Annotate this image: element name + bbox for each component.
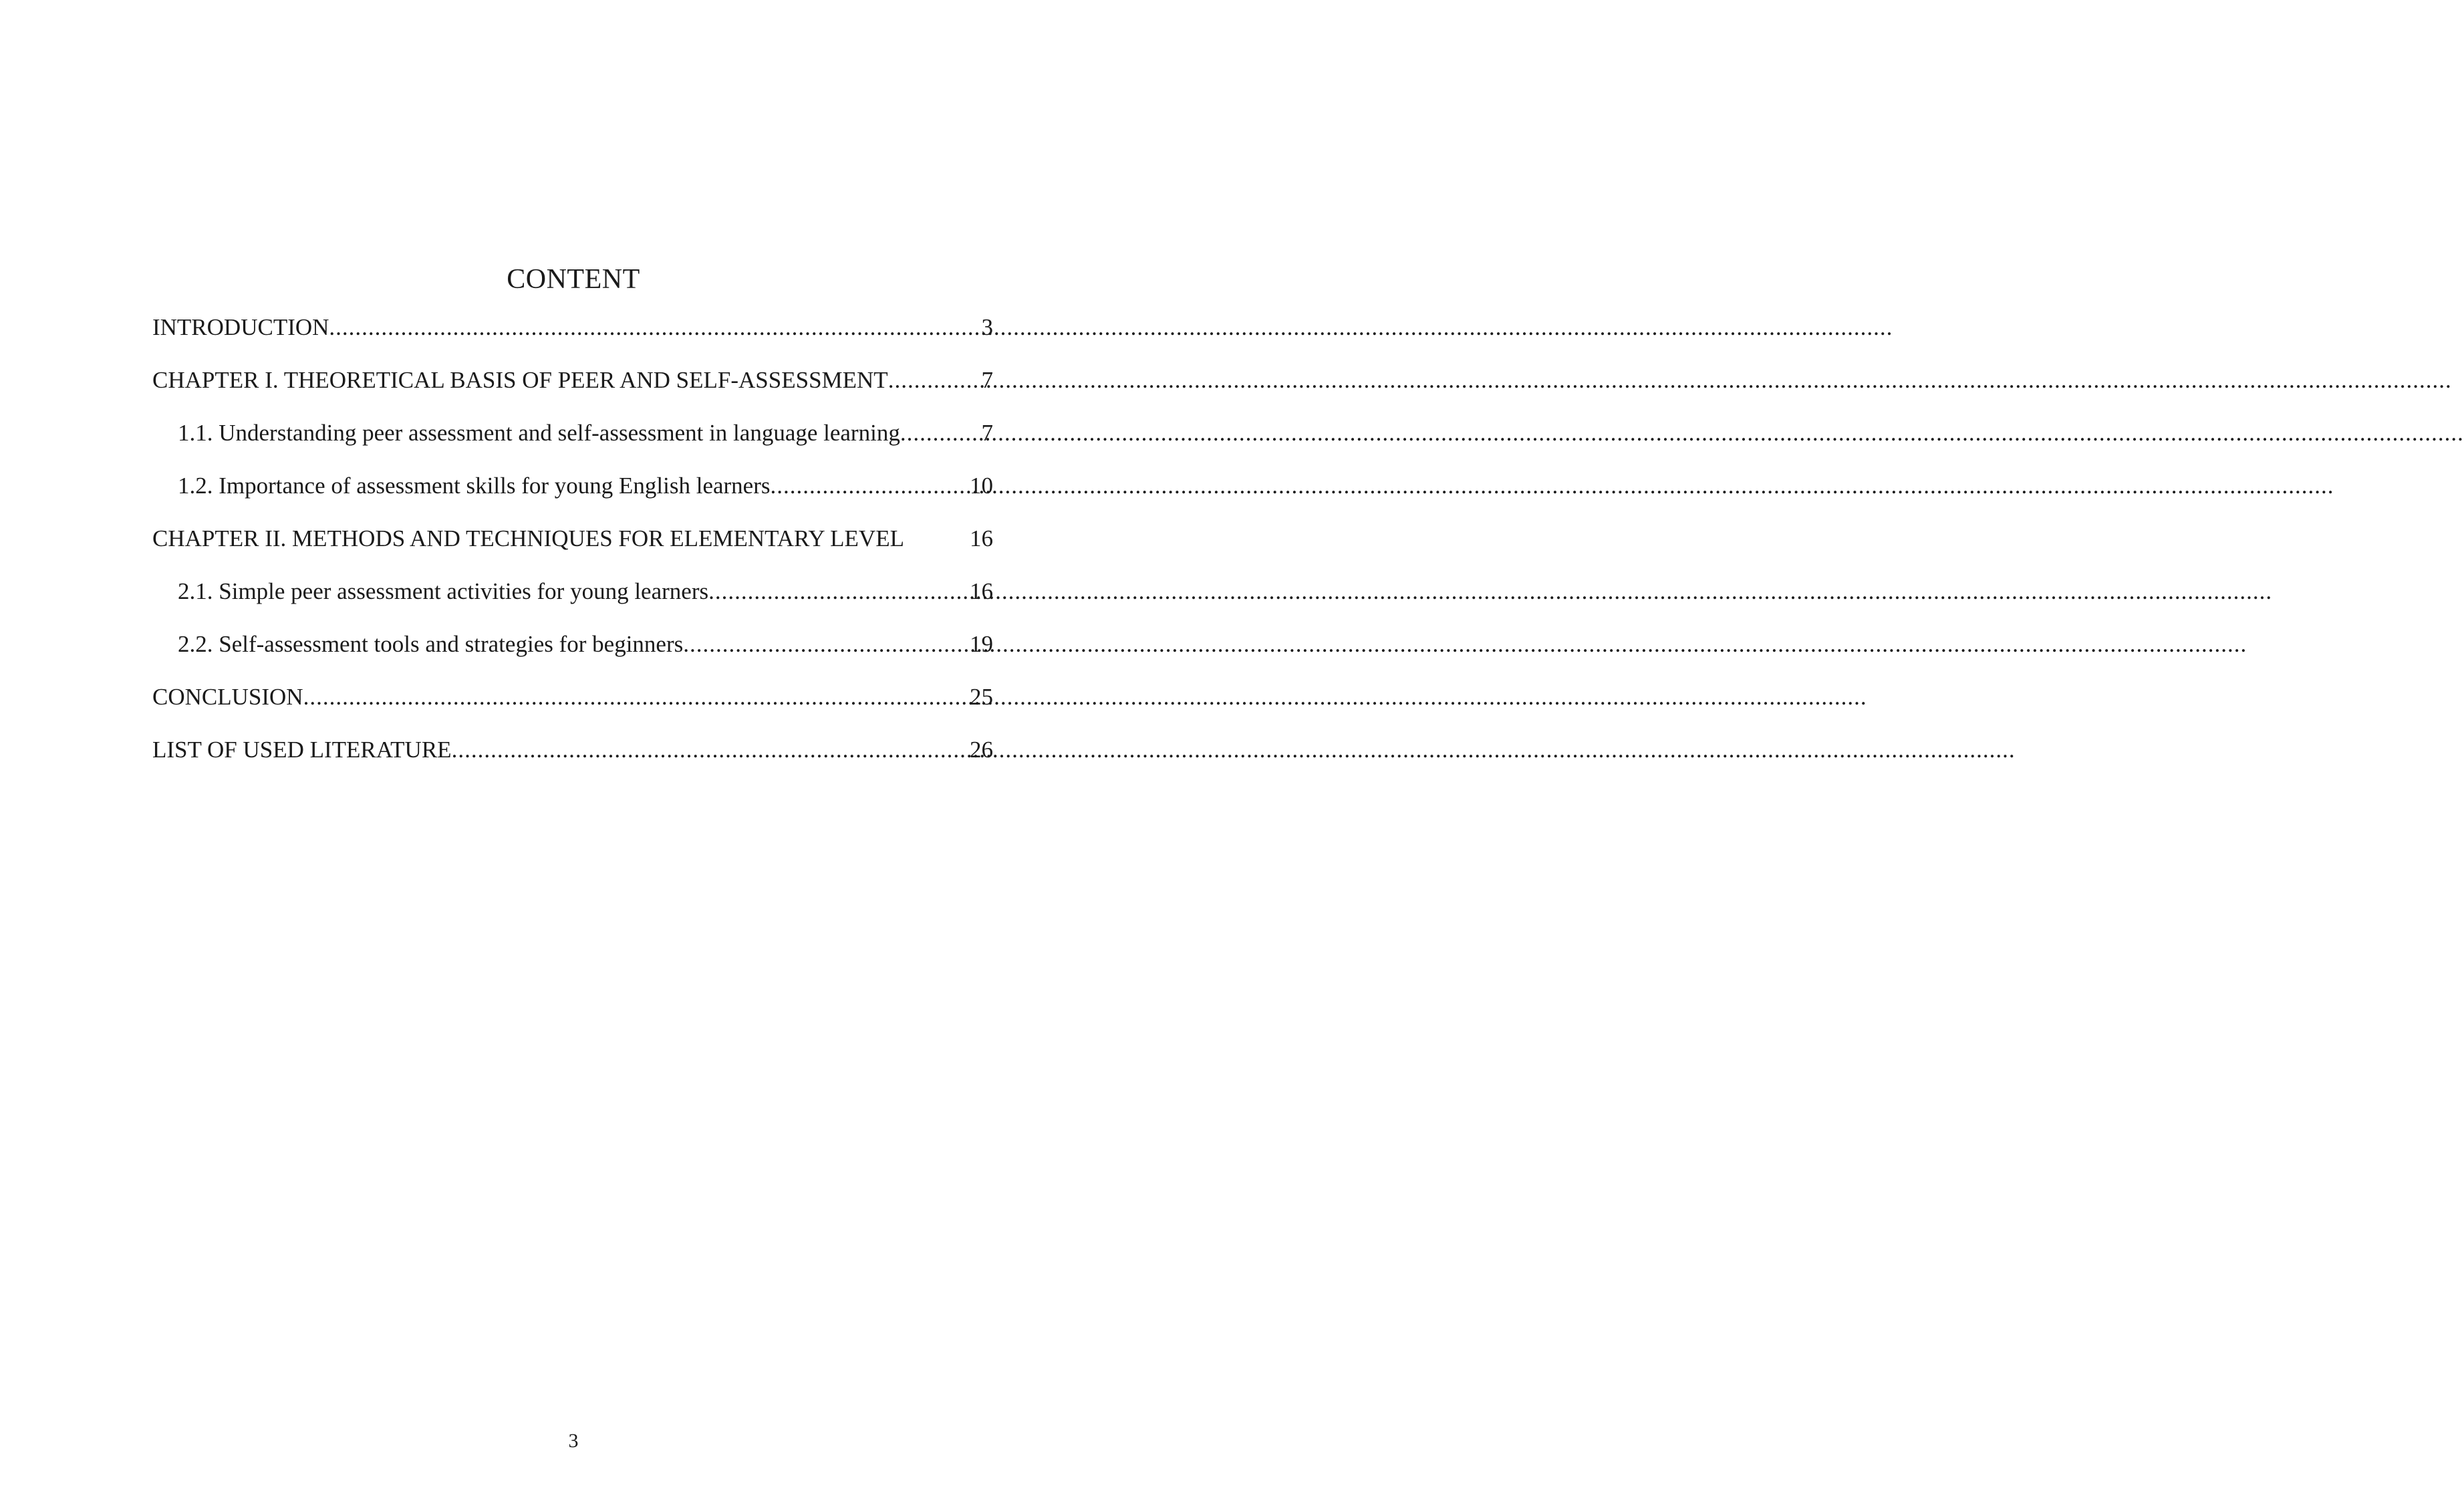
toc-entry-page: 7	[981, 420, 993, 446]
toc-entry-text: CHAPTER I. THEORETICAL BASIS OF PEER AND SELF-ASSESSMENT	[152, 367, 888, 393]
toc-leader-dots	[888, 363, 980, 398]
toc-entry-chapter-1[interactable]	[152, 363, 993, 416]
toc-leader-dots	[770, 469, 968, 503]
toc-entry-introduction[interactable]	[152, 310, 993, 363]
toc-leader-dots	[900, 416, 980, 451]
toc-leader-dots	[708, 574, 968, 609]
toc-entry-page: 7	[981, 367, 993, 393]
toc-entry-text: 1.2. Importance of assessment skills for young English learners	[178, 473, 771, 499]
toc-entry-text: LIST OF USED LITERATURE	[152, 737, 452, 763]
toc-entry-page: 16	[970, 578, 993, 604]
toc-entry-text: INTRODUCTION	[152, 314, 329, 340]
toc-entry-page: 16	[970, 525, 993, 551]
toc-leader-dots	[683, 627, 968, 662]
toc-entry-text: CONCLUSION	[152, 684, 303, 710]
toc-entry-page: 3	[981, 314, 993, 340]
toc-entry-literature[interactable]	[152, 733, 993, 785]
document-page	[0, 0, 1069, 1512]
toc-leader-dots	[329, 310, 980, 345]
toc-leader-dots	[303, 680, 968, 715]
toc-entry-page: 10	[970, 473, 993, 499]
toc-title: CONTENT	[507, 264, 640, 295]
toc-entry-page: 26	[970, 737, 993, 763]
toc-entry-section-1-1[interactable]	[152, 416, 993, 469]
toc-entry-section-2-2[interactable]	[152, 627, 993, 680]
toc-entry-section-2-1[interactable]	[152, 574, 993, 627]
toc-entry-section-1-2[interactable]	[152, 469, 993, 521]
toc-entry-text: 1.1. Understanding peer assessment and self-assessment in language learning	[178, 420, 900, 446]
table-of-contents	[152, 310, 993, 785]
toc-leader-dots	[452, 733, 968, 767]
toc-entry-page: 25	[970, 684, 993, 710]
toc-entry-text: CHAPTER II. METHODS AND TECHNIQUES FOR ELEMENTARY LEVEL	[152, 525, 904, 551]
toc-entry-conclusion[interactable]	[152, 680, 993, 733]
toc-entry-page: 19	[970, 631, 993, 657]
toc-entry-chapter-2[interactable]	[152, 521, 993, 574]
toc-entry-text: 2.2. Self-assessment tools and strategies for beginners	[178, 631, 684, 657]
toc-entry-text: 2.1. Simple peer assessment activities for young learners	[178, 578, 709, 604]
page-number: 3	[568, 1430, 579, 1452]
